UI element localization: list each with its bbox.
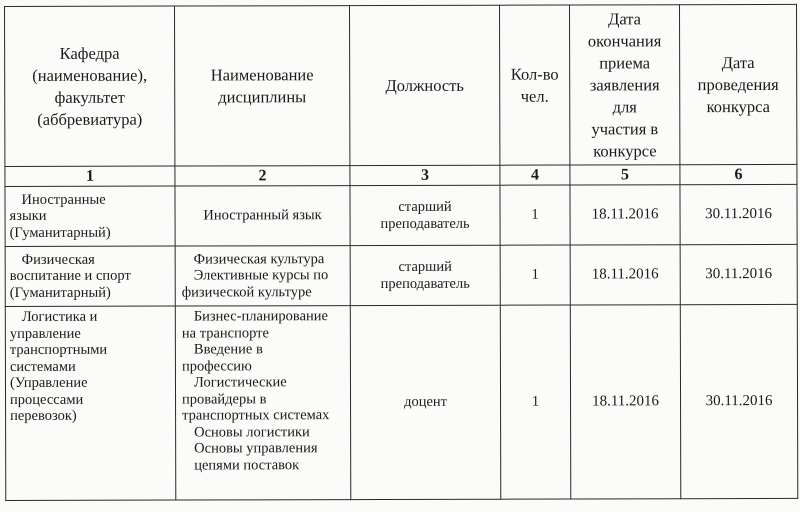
header-discipline: Наименование дисциплины: [175, 6, 350, 166]
column-number: 1: [5, 166, 175, 186]
header-row: [5, 4, 797, 166]
deadline-cell: 18.11.2016: [570, 305, 681, 499]
table-row: [5, 184, 797, 246]
discipline-cell: Бизнес-планирование на транспорте Введение в профессию Логистические провайдеры в транспортных системах Основы логистики Основы управления цепями поставок: [175, 306, 351, 500]
discipline-cell: Физическая культура Элективные курсы по физической культуре: [175, 246, 350, 306]
discipline-cell: Иностранный язык: [175, 186, 350, 246]
department-cell: Логистика и управление транспортными системами (Управление процессами перевозок): [5, 306, 176, 500]
table-row: [5, 304, 798, 500]
column-number: 3: [350, 165, 500, 185]
header-position: Должность: [350, 5, 500, 165]
department-cell: Иностранные языки (Гуманитарный): [5, 186, 175, 246]
competition-table: [4, 4, 798, 501]
column-number: 2: [175, 166, 350, 186]
contest-date-cell: 30.11.2016: [680, 184, 797, 244]
deadline-cell: 18.11.2016: [570, 185, 680, 245]
document-page: [4, 4, 797, 506]
column-number: 4: [500, 165, 570, 185]
count-cell: 1: [500, 245, 570, 305]
header-department: Кафедра (наименование), факультет (аббревиатура): [5, 6, 175, 166]
position-cell: доцент: [350, 305, 501, 499]
header-count: Кол-во чел.: [499, 5, 569, 165]
column-number-row: [5, 164, 797, 186]
header-deadline: Дата окончания приема заявления для участия в конкурсе: [569, 5, 679, 165]
header-contest-date: Дата проведения конкурса: [679, 4, 796, 164]
position-cell: старший преподаватель: [350, 185, 500, 245]
contest-date-cell: 30.11.2016: [680, 244, 797, 304]
count-cell: 1: [500, 185, 570, 245]
table-row: [5, 244, 797, 306]
column-number: 5: [570, 165, 680, 185]
count-cell: 1: [500, 305, 571, 499]
contest-date-cell: 30.11.2016: [680, 304, 798, 498]
deadline-cell: 18.11.2016: [570, 245, 680, 305]
column-number: 6: [680, 164, 797, 184]
department-cell: Физическая воспитание и спорт (Гуманитарный): [5, 246, 175, 306]
position-cell: старший преподаватель: [350, 245, 500, 305]
